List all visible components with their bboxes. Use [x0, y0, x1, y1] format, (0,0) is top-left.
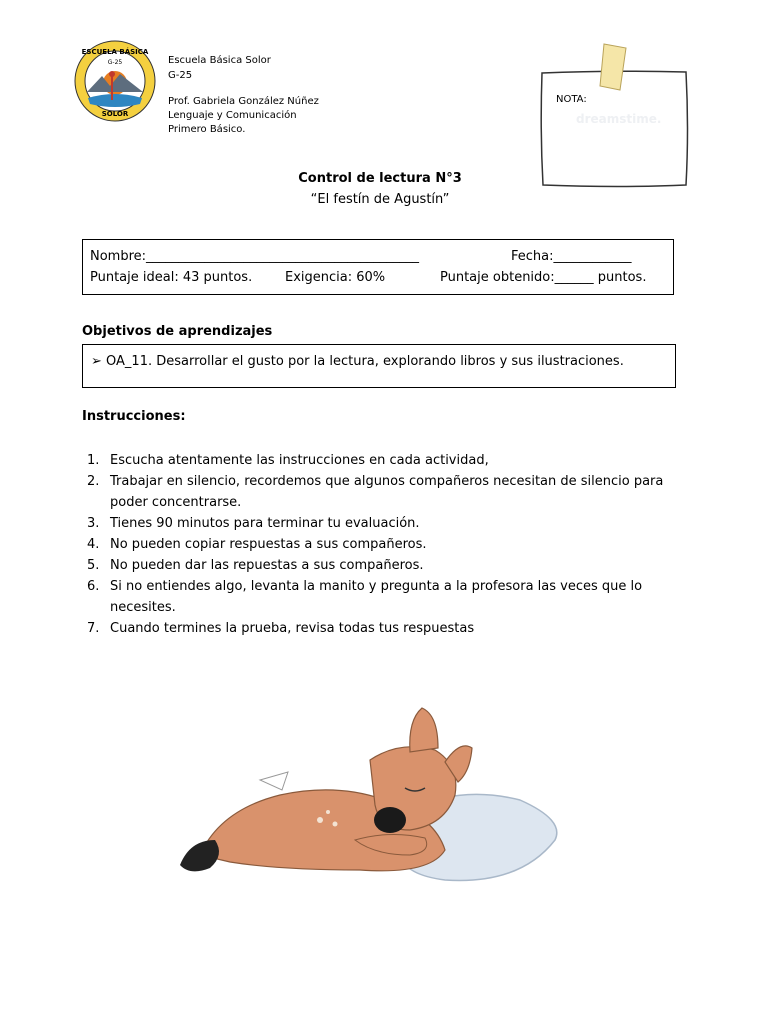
instruction-item: 7. Cuando termines la prueba, revisa todas tus respuestas	[87, 621, 475, 636]
info-row-name-date	[90, 249, 632, 264]
grade-level: Primero Básico.	[168, 124, 246, 135]
objectives-box	[82, 344, 676, 388]
instruction-item: 1. Escucha atentamente las instrucciones en cada actividad,	[87, 453, 489, 468]
book-title: “El festín de Agustín”	[310, 192, 450, 207]
instructions-list	[82, 450, 682, 639]
sleeping-fox-illustration	[160, 690, 570, 900]
school-name: Escuela Básica Solor	[168, 55, 271, 66]
obtained-score-field[interactable]: Puntaje obtenido:______ puntos.	[440, 270, 647, 285]
instruction-item: 4. No pueden copiar respuestas a sus compañeros.	[87, 537, 427, 552]
date-field[interactable]: Fecha:____________	[511, 249, 632, 264]
teacher-name: Prof. Gabriela González Núñez	[168, 96, 319, 107]
logo-text-mid: G-25	[107, 59, 123, 66]
watermark: dreamstime.	[576, 112, 662, 126]
school-logo	[74, 40, 156, 122]
student-info-box	[82, 239, 674, 295]
exigencia: Exigencia: 60%	[285, 270, 386, 285]
teacher-info	[168, 95, 319, 137]
objectives-heading: Objetivos de aprendizajes	[82, 324, 273, 339]
page-title: Control de lectura N°3	[298, 171, 462, 186]
instruction-item: 2. Trabajar en silencio, recordemos que algunos compañeros necesitan de silencio para poder concentrarse.	[87, 474, 664, 510]
logo-text-bottom: SOLOR	[101, 110, 129, 118]
ideal-score: Puntaje ideal: 43 puntos.	[90, 270, 253, 285]
grade-label: NOTA:	[556, 94, 587, 105]
fox-paw	[180, 840, 219, 871]
fox-nose	[374, 807, 406, 833]
objective-item: ➢ OA_11. Desarrollar el gusto por la lectura, explorando libros y sus ilustraciones.	[91, 354, 624, 369]
name-field[interactable]: Nombre:__________________________________________	[90, 249, 420, 264]
logo-text-top: ESCUELA BÁSICA	[81, 48, 149, 56]
instruction-item: 5. No pueden dar las repuestas a sus compañeros.	[87, 558, 424, 573]
school-code: G-25	[168, 70, 193, 81]
subject-name: Lenguaje y Comunicación	[168, 110, 297, 121]
school-info	[168, 53, 271, 83]
instructions-heading: Instrucciones:	[82, 409, 186, 424]
instruction-item: 3. Tienes 90 minutos para terminar tu evaluación.	[87, 516, 420, 531]
instruction-item: 6. Si no entiendes algo, levanta la manito y pregunta a la profesora las veces que lo necesites.	[87, 579, 643, 615]
